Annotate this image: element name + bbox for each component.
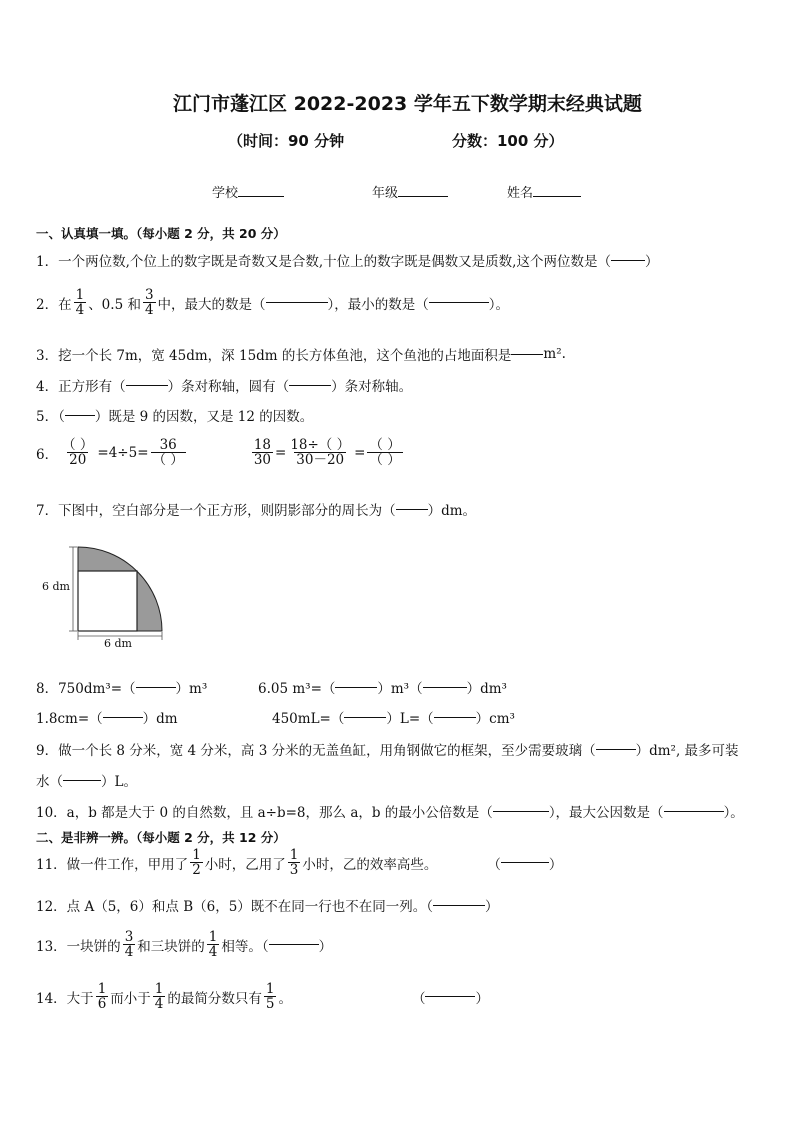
answer-blank[interactable]	[63, 780, 101, 781]
question-12: 12．点 A（5，6）和点 B（6，5）既不在同一行也不在同一列。（ ）	[36, 899, 499, 915]
question-9-cont: 水（ ）L。	[36, 774, 137, 790]
fraction: $\frac{3}{4}$	[124, 929, 134, 961]
question-6: 6． $\frac{( )}{20}$ =4÷5= $\frac{36}{( )}$ $\frac{18}{30}$ = $\frac{18\div( )}{30-20}$ = $\frac{( )}{( )}$	[36, 437, 401, 469]
fraction: $\frac{1}{4}$	[208, 929, 218, 961]
fraction: $\frac{3}{4}$	[144, 287, 154, 319]
fraction: $\frac{( )}{( )}$	[369, 437, 401, 469]
answer-blank[interactable]	[501, 862, 549, 863]
grade-field[interactable]	[372, 182, 448, 201]
fraction: $\frac{36}{( )}$	[152, 437, 184, 469]
question-4: 4．正方形有（ ）条对称轴，圆有（ ）条对称轴。	[36, 379, 413, 395]
section-2-title: 二、是非辨一辨。（每小题 2 分，共 12 分）	[36, 830, 286, 845]
fraction: $\frac{1}{2}$	[192, 847, 201, 879]
answer-blank[interactable]	[611, 260, 645, 261]
grade-label: 年级	[372, 186, 399, 201]
answer-blank[interactable]	[511, 354, 543, 355]
question-10: 10．a，b 都是大于 0 的自然数，且 a÷b=8，那么 a，b 的最小公倍数是（ ），最大公因数是（ ）。	[36, 805, 744, 821]
answer-blank[interactable]	[289, 385, 331, 386]
answer-blank[interactable]	[65, 415, 95, 416]
question-1: 1．一个两位数,个位上的数字既是奇数又是合数,十位上的数字既是偶数又是质数,这个两位数是（ ）	[36, 254, 659, 270]
answer-blank[interactable]	[266, 302, 328, 303]
answer-blank[interactable]	[493, 811, 549, 812]
fraction: $\frac{1}{5}$	[265, 981, 275, 1013]
question-8-row-1: 8．750dm³=（ ）m³	[36, 681, 208, 697]
question-5: 5．（ ）既是 9 的因数，又是 12 的因数。	[36, 409, 314, 425]
page-title: 江门市蓬江区 2022-2023 学年五下数学期末经典试题	[173, 93, 642, 115]
name-label: 姓名	[507, 186, 534, 201]
fraction: $\frac{1}{6}$	[97, 981, 107, 1013]
question-8-row-2: 1.8cm=（ ）dm	[36, 711, 178, 727]
question-7: 7．下图中，空白部分是一个正方形，则阴影部分的周长为（ ）dm。	[36, 503, 477, 519]
fraction: $\frac{1}{4}$	[75, 287, 85, 319]
question-11: 11．做一件工作，甲用了 $\frac{1}{2}$ 小时，乙用了 $\frac{1}{3}$ 小时，乙的效率高些。 （ ）	[36, 847, 563, 879]
answer-blank[interactable]	[136, 687, 176, 688]
answer-blank[interactable]	[269, 944, 319, 945]
answer-blank[interactable]	[429, 302, 489, 303]
left-dimension-label: 6 dm	[42, 580, 70, 593]
inner-square	[78, 571, 137, 631]
question-2: 2．在 $\frac{1}{4}$ 、0.5 和 $\frac{3}{4}$ 中，最大的数是（ ），最小的数是（ ）。	[36, 287, 510, 319]
score-label: 分数：100 分）	[452, 132, 564, 150]
name-field[interactable]	[507, 182, 581, 201]
answer-blank[interactable]	[103, 717, 143, 718]
question-8-row-1b: 6.05 m³=（ ）m³（ ）dm³	[258, 681, 507, 697]
time-label: （时间：90 分钟	[228, 132, 345, 150]
section-1-title: 一、认真填一填。（每小题 2 分，共 20 分）	[36, 226, 286, 241]
fraction: $\frac{1}{3}$	[289, 847, 299, 879]
school-label: 学校	[212, 186, 239, 201]
answer-blank[interactable]	[425, 996, 475, 997]
fraction: $\frac{( )}{20}$	[62, 437, 94, 469]
fraction: $\frac{18\div( )}{30-20}$	[290, 437, 351, 469]
fraction: $\frac{1}{4}$	[154, 981, 164, 1013]
question-13: 13．一块饼的 $\frac{3}{4}$ 和三块饼的 $\frac{1}{4}$ 相等。（ ）	[36, 929, 333, 961]
question-3: 3．挖一个长 7m，宽 45dm，深 15dm 的长方体鱼池，这个鱼池的占地面积是 m².	[36, 346, 566, 364]
question-8-row-2b: 450mL=（ ）L=（ ）cm³	[272, 711, 515, 727]
answer-blank[interactable]	[596, 749, 636, 750]
bottom-dimension-label: 6 dm	[104, 637, 132, 650]
school-field[interactable]	[212, 182, 284, 201]
answer-blank[interactable]	[433, 905, 485, 906]
question-9: 9．做一个长 8 分米，宽 4 分米，高 3 分米的无盖鱼缸，用角钢做它的框架，至少需要玻璃（ ）dm², 最多可装	[36, 743, 739, 759]
answer-blank[interactable]	[423, 687, 467, 688]
answer-blank[interactable]	[396, 509, 428, 510]
answer-blank[interactable]	[664, 811, 724, 812]
question-14: 14．大于 $\frac{1}{6}$ 而小于 $\frac{1}{4}$ 的最简分数只有 $\frac{1}{5}$ 。 （ ）	[36, 981, 489, 1013]
answer-blank[interactable]	[335, 687, 377, 688]
answer-blank[interactable]	[126, 385, 168, 386]
quarter-circle-figure	[40, 545, 170, 657]
fraction: $\frac{18}{30}$	[253, 437, 271, 469]
answer-blank[interactable]	[344, 717, 386, 718]
answer-blank[interactable]	[434, 717, 476, 718]
